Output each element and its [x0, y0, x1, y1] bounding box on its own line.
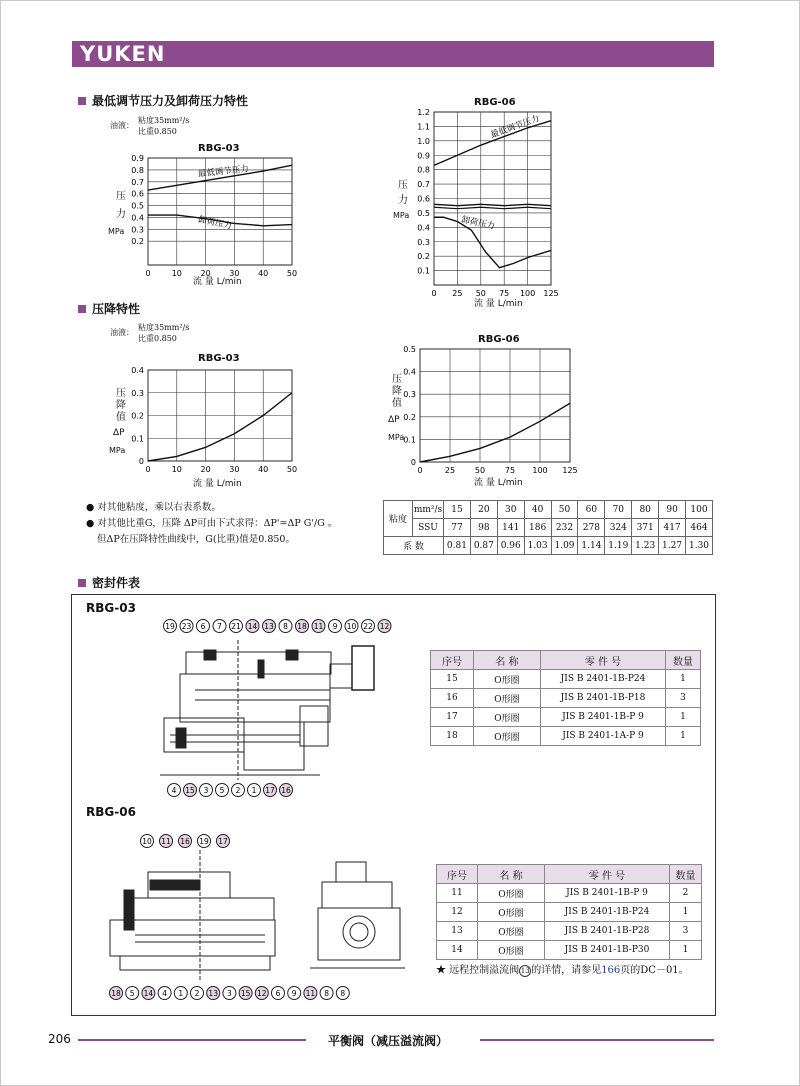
callout-number: 19 — [165, 622, 175, 631]
x-tick-label: 75 — [499, 289, 510, 298]
y-tick-label: 0.2 — [131, 237, 144, 247]
page-link[interactable]: 166 — [601, 965, 621, 976]
callouts-rbg06-top — [141, 835, 230, 848]
callout-number: 8 — [340, 989, 346, 998]
y-tick-label: 0.9 — [417, 151, 430, 161]
table-cell: 40 — [524, 501, 551, 519]
x-tick-label: 25 — [444, 466, 456, 475]
table-cell: 100 — [686, 501, 713, 519]
y-tick-label: 0.5 — [131, 201, 144, 211]
table-row: 18 O形圈 JIS B 2401-1A-P 9 1 — [431, 727, 701, 746]
callout-number: 3 — [203, 786, 209, 795]
x-tick-label: 20 — [200, 465, 211, 474]
x-tick-label: 40 — [258, 465, 269, 474]
section-title: 密封件表 — [78, 574, 140, 591]
y-tick-label: 0.6 — [131, 189, 144, 199]
table-cell: 50 — [551, 501, 578, 519]
y-tick-label: 0.7 — [417, 180, 430, 190]
table-row: 14 O形圈 JIS B 2401-1B-P30 1 — [437, 941, 702, 960]
callout-number: 1 — [178, 989, 184, 998]
y-tick-label: 0.4 — [403, 367, 416, 377]
x-tick-label: 100 — [519, 289, 536, 298]
x-label: 流 量 L/min — [193, 479, 242, 489]
x-label: 流 量 L/min — [474, 478, 523, 488]
x-tick-label: 50 — [475, 289, 486, 298]
y-tick-label: 0.1 — [131, 434, 144, 444]
table-cell: 464 — [686, 519, 713, 537]
x-tick-label: 40 — [258, 269, 269, 278]
table-header: 数量 — [666, 651, 701, 670]
table-cell: 232 — [551, 519, 578, 537]
table-row: 15 O形圈 JIS B 2401-1B-P24 1 — [431, 670, 701, 689]
y-tick-label: 0.1 — [403, 435, 416, 445]
callout-number: 4 — [162, 989, 167, 998]
note-line: ● 对其他粘度，乘以右表系数。 — [86, 502, 221, 513]
callout-number: 10 — [346, 622, 357, 631]
table-cell: 77 — [444, 519, 471, 537]
callout-number: 22 — [363, 622, 373, 631]
callout-number: 17 — [218, 837, 228, 846]
y-tick-label: 0.4 — [131, 366, 144, 375]
seal-footnote: ★ 远程控制溢流阀 13 的详情，请参见166页的DC－01。 — [436, 965, 689, 976]
callout-number: 2 — [235, 786, 241, 795]
table-cell: 1.09 — [551, 537, 578, 555]
table-cell: 1.19 — [605, 537, 632, 555]
coef-label: 系 数 — [384, 537, 444, 555]
table-cell: 15 — [444, 501, 471, 519]
x-tick-label: 0 — [145, 269, 151, 278]
table-cell: 324 — [605, 519, 632, 537]
y-tick-label: 0.2 — [131, 411, 144, 421]
y-tick-label: 0.6 — [417, 194, 430, 204]
y-tick-label: 0.7 — [131, 177, 144, 187]
x-tick-label: 30 — [229, 465, 240, 474]
table-header: 序号 — [437, 865, 478, 884]
page-number: 206 — [48, 1032, 71, 1046]
footer-rule — [480, 1039, 714, 1041]
table-row: 11 O形圈 JIS B 2401-1B-P 9 2 — [437, 884, 702, 903]
table-row: 12 O形圈 JIS B 2401-1B-P24 1 — [437, 903, 702, 922]
callout-number: 15 — [240, 989, 251, 998]
y-tick-label: 1.1 — [417, 122, 430, 132]
y-tick-label: 0.2 — [403, 412, 416, 422]
x-tick-label: 10 — [171, 269, 182, 278]
callout-number: 23 — [181, 622, 192, 631]
y-tick-label: 1.2 — [417, 108, 430, 117]
y-label: 压 — [392, 374, 402, 385]
table-cell: 186 — [524, 519, 551, 537]
callouts-rbg03-bottom — [168, 784, 293, 797]
viscosity-label: 粘度 — [384, 501, 413, 537]
y-label: 力 — [116, 209, 126, 220]
table-cell: 1.27 — [659, 537, 686, 555]
table-header: 数量 — [670, 865, 702, 884]
section-title: 最低调节压力及卸荷压力特性 — [78, 92, 248, 109]
x-tick-label: 100 — [532, 466, 548, 475]
callout-number: 16 — [180, 837, 190, 846]
y-tick-label: 0 — [138, 457, 144, 466]
callout-number: 15 — [185, 786, 195, 795]
series-label: 最低调节压力 — [489, 113, 541, 141]
callout-number: 6 — [275, 989, 281, 998]
table-cell: 417 — [659, 519, 686, 537]
y-label: 压 — [116, 191, 126, 202]
circled-13-icon: 13 — [520, 966, 530, 975]
rbg03-section-drawing — [160, 640, 374, 780]
y-tick-label: 0.2 — [417, 252, 430, 262]
y-tick-label: 0.3 — [131, 225, 144, 235]
callout-number: 12 — [379, 622, 390, 631]
y-label: 降 — [392, 386, 402, 397]
chart-title: RBG-03 — [198, 143, 240, 154]
table-cell: 0.81 — [444, 537, 471, 555]
y-tick-label: 0.5 — [417, 208, 430, 218]
y-tick-label: 0 — [410, 458, 416, 467]
footer-title: 平衡阀（减压溢流阀） — [328, 1034, 449, 1048]
y-label: 降 — [116, 400, 126, 411]
callout-number: 11 — [161, 837, 171, 846]
table-header: 零 件 号 — [545, 865, 670, 884]
y-unit: MPa — [109, 446, 126, 455]
callout-number: 8 — [283, 622, 288, 631]
callout-number: 19 — [199, 837, 209, 846]
table-cell: 98 — [470, 519, 497, 537]
callout-number: 8 — [324, 989, 329, 998]
table-cell: 20 — [470, 501, 497, 519]
note-line: 但ΔP在压降特性曲线中，G(比重)值是0.850。 — [97, 534, 295, 545]
table-header: 零 件 号 — [541, 651, 666, 670]
callout-number: 10 — [142, 837, 152, 846]
series-label: 卸荷压力 — [197, 214, 233, 232]
callout-number: 6 — [200, 622, 206, 631]
y-tick-label: 0.4 — [417, 223, 430, 233]
callout-number: 3 — [227, 989, 232, 998]
table-cell: 90 — [659, 501, 686, 519]
callout-number: 14 — [143, 989, 154, 998]
callout-number: 5 — [129, 989, 135, 998]
table-header: 序号 — [431, 651, 474, 670]
x-tick-label: 0 — [145, 465, 151, 474]
y-tick-label: 1.0 — [417, 136, 430, 146]
callout-number: 18 — [297, 622, 307, 631]
y-label: 值 — [392, 398, 402, 409]
chart-title: RBG-06 — [478, 334, 520, 345]
x-tick-label: 50 — [286, 269, 298, 278]
callout-number: 14 — [247, 622, 258, 631]
y-tick-label: 0.3 — [131, 388, 144, 398]
note-line: ● 对其他比重G，压降 ΔP可由下式求得：ΔP'=ΔP G'/G 。 — [86, 518, 338, 529]
table-row: 13 O形圈 JIS B 2401-1B-P28 3 — [437, 922, 702, 941]
y-tick-label: 0.8 — [417, 165, 430, 175]
x-label: 流 量 L/min — [193, 277, 242, 287]
series-label: 卸荷压力 — [460, 215, 496, 232]
table-cell: 0.96 — [497, 537, 524, 555]
callout-number: 1 — [251, 786, 257, 795]
table-header: 名 称 — [474, 651, 541, 670]
callout-number: 7 — [217, 622, 222, 631]
x-tick-label: 30 — [229, 269, 240, 278]
table-header: 名 称 — [478, 865, 545, 884]
x-label: 流 量 L/min — [474, 299, 523, 309]
callout-number: 11 — [313, 622, 324, 631]
table-cell: 278 — [578, 519, 605, 537]
callout-number: 21 — [231, 622, 241, 631]
y-label: 力 — [398, 195, 408, 206]
footer-rule — [78, 1039, 306, 1041]
x-tick-label: 10 — [171, 465, 182, 474]
table-row: 16 O形圈 JIS B 2401-1B-P18 3 — [431, 689, 701, 708]
y-tick-label: 0.5 — [403, 345, 416, 354]
unit-ssu: SSU — [413, 519, 444, 537]
callout-number: 5 — [219, 786, 225, 795]
x-tick-label: 0 — [431, 289, 437, 298]
y-label: ΔP — [388, 415, 400, 425]
callout-number: 4 — [171, 786, 177, 795]
series-label: 最低调节压力 — [197, 164, 250, 180]
y-tick-label: 0.1 — [417, 266, 430, 276]
x-tick-label: 20 — [200, 269, 211, 278]
unit-mm2s: mm²/s — [413, 501, 444, 519]
callout-number: 13 — [264, 622, 274, 631]
table-cell: 60 — [578, 501, 605, 519]
x-tick-label: 50 — [286, 465, 298, 474]
y-label: ΔP — [113, 428, 125, 438]
table-cell: 1.14 — [578, 537, 605, 555]
chart-title: RBG-03 — [198, 353, 240, 364]
table-cell: 1.23 — [632, 537, 659, 555]
y-tick-label: 0.3 — [403, 390, 416, 400]
callout-number: 12 — [257, 989, 267, 998]
table-row: 17 O形圈 JIS B 2401-1B-P 9 1 — [431, 708, 701, 727]
model-title: RBG-03 — [86, 601, 136, 615]
table-cell: 30 — [497, 501, 524, 519]
table-cell: 0.87 — [470, 537, 497, 555]
callout-number: 18 — [111, 989, 121, 998]
callouts-rbg06-bottom — [110, 987, 350, 1000]
brand-logo: YUKEN — [80, 42, 166, 66]
x-tick-label: 0 — [417, 466, 423, 475]
section-title: 压降特性 — [78, 300, 140, 317]
seal-table-rbg06 — [436, 864, 702, 960]
seal-table-rbg03 — [430, 650, 701, 746]
rbg06-section-drawing — [110, 850, 405, 980]
x-tick-label: 50 — [474, 466, 486, 475]
chart-title: RBG-06 — [474, 97, 516, 108]
table-cell: 1.03 — [524, 537, 551, 555]
x-tick-label: 125 — [562, 466, 578, 475]
y-unit: MPa — [388, 433, 405, 442]
callout-number: 2 — [194, 989, 200, 998]
y-label: 压 — [398, 180, 408, 191]
callout-number: 11 — [305, 989, 316, 998]
callout-number: 13 — [208, 989, 218, 998]
callout-number: 16 — [281, 786, 291, 795]
table-cell: 371 — [632, 519, 659, 537]
table-cell: 1.30 — [686, 537, 713, 555]
callout-number: 9 — [291, 989, 297, 998]
y-tick-label: 0.4 — [131, 213, 144, 223]
y-unit: MPa — [108, 227, 125, 236]
y-tick-label: 0.3 — [417, 237, 430, 247]
y-unit: MPa — [393, 211, 410, 220]
callout-number: 9 — [332, 622, 338, 631]
table-cell: 141 — [497, 519, 524, 537]
x-tick-label: 75 — [504, 466, 516, 475]
x-tick-label: 125 — [543, 289, 559, 298]
table-cell: 70 — [605, 501, 632, 519]
callout-number: 17 — [265, 786, 275, 795]
table-cell: 80 — [632, 501, 659, 519]
y-label: 压 — [116, 388, 126, 399]
callouts-rbg03-top — [164, 620, 392, 633]
y-tick-label: 0.9 — [131, 154, 144, 163]
y-label: 值 — [116, 412, 126, 423]
x-tick-label: 25 — [452, 289, 463, 298]
y-tick-label: 0.8 — [131, 165, 144, 175]
model-title: RBG-06 — [86, 805, 136, 819]
